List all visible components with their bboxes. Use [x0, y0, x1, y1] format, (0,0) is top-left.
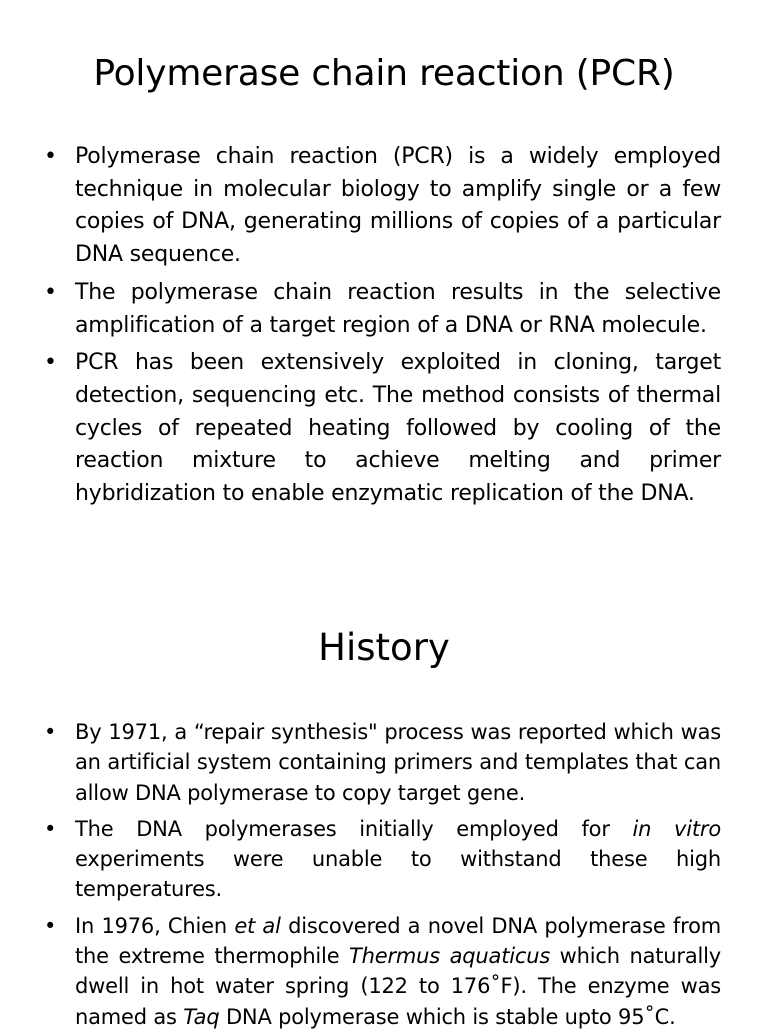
- list-item: [0, 814, 721, 905]
- list-item: [0, 277, 721, 342]
- italic-run: et al: [234, 913, 281, 938]
- bullet-text: Polymerase chain reaction (PCR) is a widely employed technique in molecular biology to amplify single or a few copies of DNA, generating millions of copies of a particular DNA sequence.: [75, 144, 721, 268]
- text-run: which naturally dwell in hot water spring (122 to 176˚F). The enzyme was named as: [75, 944, 721, 1029]
- bullet-icon: •: [44, 816, 57, 841]
- text-run: In 1976, Chien: [75, 913, 235, 938]
- text-run: discovered a novel DNA polymerase from the extreme thermophile: [75, 913, 721, 969]
- bullet-icon: •: [44, 144, 57, 169]
- text-run: The DNA polymerases initially employed for: [75, 816, 633, 841]
- text-run: experiments were unable to withstand these high temperatures.: [75, 847, 721, 902]
- list-item: [0, 141, 721, 272]
- bullet-text: PCR has been extensively exploited in cloning, target detection, sequencing etc. The method consists of thermal cycles of repeated heating followed by cooling of the reaction mixture to achieve melting and primer hybridization to enable enzymatic replication of the DNA.: [75, 350, 721, 507]
- italic-run: Thermus aquaticus: [349, 944, 551, 969]
- list-item: [0, 717, 721, 808]
- italic-run: in vitro: [632, 816, 721, 841]
- list-item: [0, 347, 721, 511]
- bullet-icon: •: [44, 350, 57, 376]
- bullet-icon: •: [44, 279, 57, 305]
- bullet-icon: •: [44, 720, 57, 744]
- slide-title-pcr: Polymerase chain reaction (PCR): [93, 53, 675, 94]
- bullet-text: By 1971, a “repair synthesis" process was reported which was an artificial system containing primers and templates that can allow DNA polymerase to copy target gene.: [75, 720, 721, 805]
- bullet-icon: •: [44, 913, 57, 938]
- bullet-text: [75, 914, 721, 1029]
- bullet-text: The polymerase chain reaction results in the selective amplification of a target region of a DNA or RNA molecule.: [75, 279, 721, 338]
- pcr-bullet-list: [0, 141, 721, 516]
- bullet-text: [75, 817, 721, 902]
- slide-title-history: History: [318, 626, 450, 669]
- history-bullet-list: [0, 717, 721, 1032]
- list-item: [0, 911, 721, 1032]
- italic-run: Taq: [183, 1004, 220, 1029]
- text-run: DNA polymerase which is stable upto 95˚C.: [219, 1004, 676, 1029]
